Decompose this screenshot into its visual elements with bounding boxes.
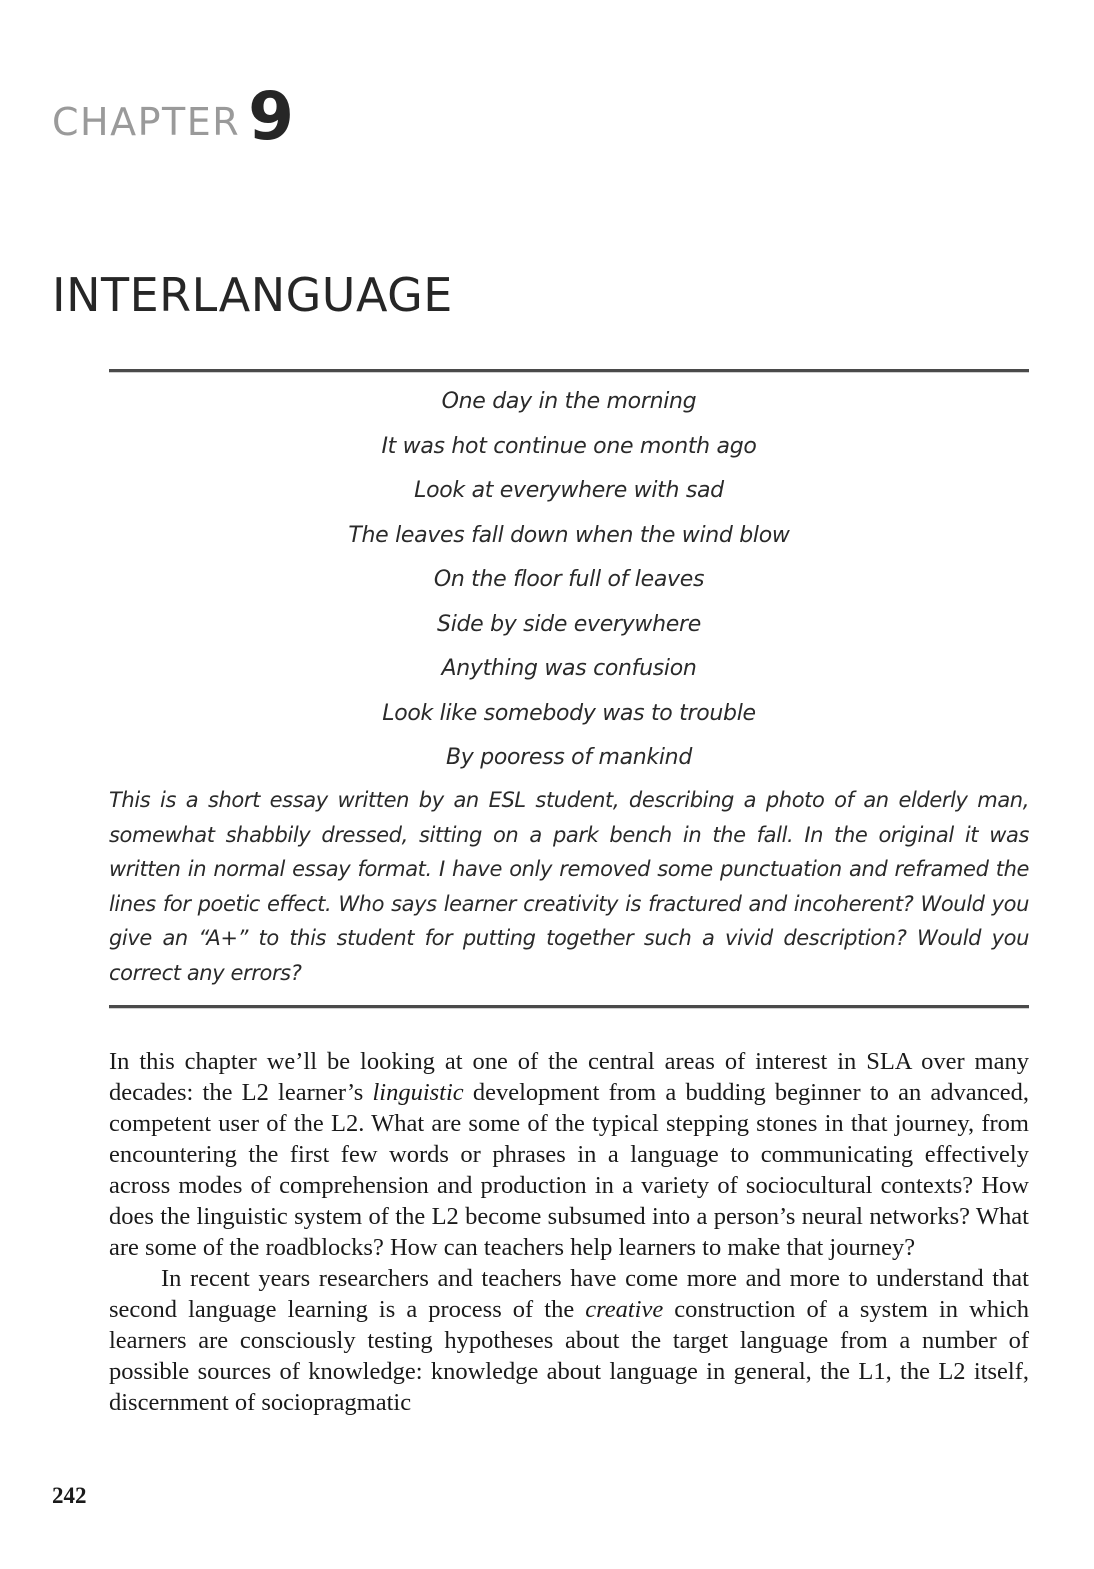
poem-line: By pooress of mankind: [445, 745, 692, 770]
chapter-number: 9: [248, 78, 295, 155]
poem-line: The leaves fall down when the wind blow: [348, 522, 790, 548]
body-paragraph: [109, 1046, 1029, 1263]
poem-line: Anything was confusion: [441, 656, 697, 681]
chapter-body: [109, 1046, 1029, 1418]
epigraph-note: This is a short essay written by an ESL student, describing a photo of an elderly man, somewhat shabbily dressed, sitting on a park bench in the fall. In the original it was written in normal essay format. I have only removed some punctuation and reframed the lines for poetic effect. Who says learner creativity is fractured and incoherent? Would you give an “A+” to this student for putting together such a vivid description? Would you correct any errors?: [109, 788, 1029, 985]
body-paragraph: [109, 1263, 1029, 1418]
poem-line: It was hot continue one month ago: [381, 433, 757, 459]
chapter-label: CHAPTER: [52, 100, 241, 144]
epigraph-poem: [109, 380, 1029, 781]
chapter-title: INTERLANGUAGE: [52, 268, 453, 322]
poem-line: Look at everywhere with sad: [414, 478, 724, 503]
emphasis-linguistic: linguistic: [372, 1079, 464, 1106]
body-text-run: In this chapter we’ll be looking at one of the central areas of interest in SLA over many decades: the L2 learner’s: [109, 1048, 1029, 1106]
poem-line: Side by side everywhere: [437, 611, 701, 637]
poem-line: One day in the morning: [441, 389, 697, 414]
epigraph-bottom-rule: [109, 1005, 1029, 1008]
page-number: 242: [52, 1483, 87, 1508]
poem-line: Look like somebody was to trouble: [382, 700, 756, 726]
emphasis-creative: creative: [585, 1296, 664, 1323]
body-text-run: development from a budding beginner to an advanced, competent user of the L2. What are some of the typical stepping stones in that journey, from encountering the first few words or phrases in a language to communicating effectively across modes of comprehension and production in a variety of sociocultural contexts? How does the linguistic system of the L2 become subsumed into a person’s neural networks? What are some of the roadblocks? How can teachers help learners to make that journey?: [109, 1079, 1029, 1261]
poem-line: On the floor full of leaves: [433, 567, 705, 592]
chapter-heading: [52, 78, 294, 155]
epigraph-top-rule: [109, 369, 1029, 372]
body-text-run: construction of a system in which learners are consciously testing hypotheses about the target language from a number of possible sources of knowledge: knowledge about language in general, the L1, the L2 itself, discernment of sociopragmatic: [109, 1296, 1029, 1416]
body-text-run: In recent years researchers and teachers have come more and more to understand that second language learning is a process of the: [109, 1265, 1029, 1323]
